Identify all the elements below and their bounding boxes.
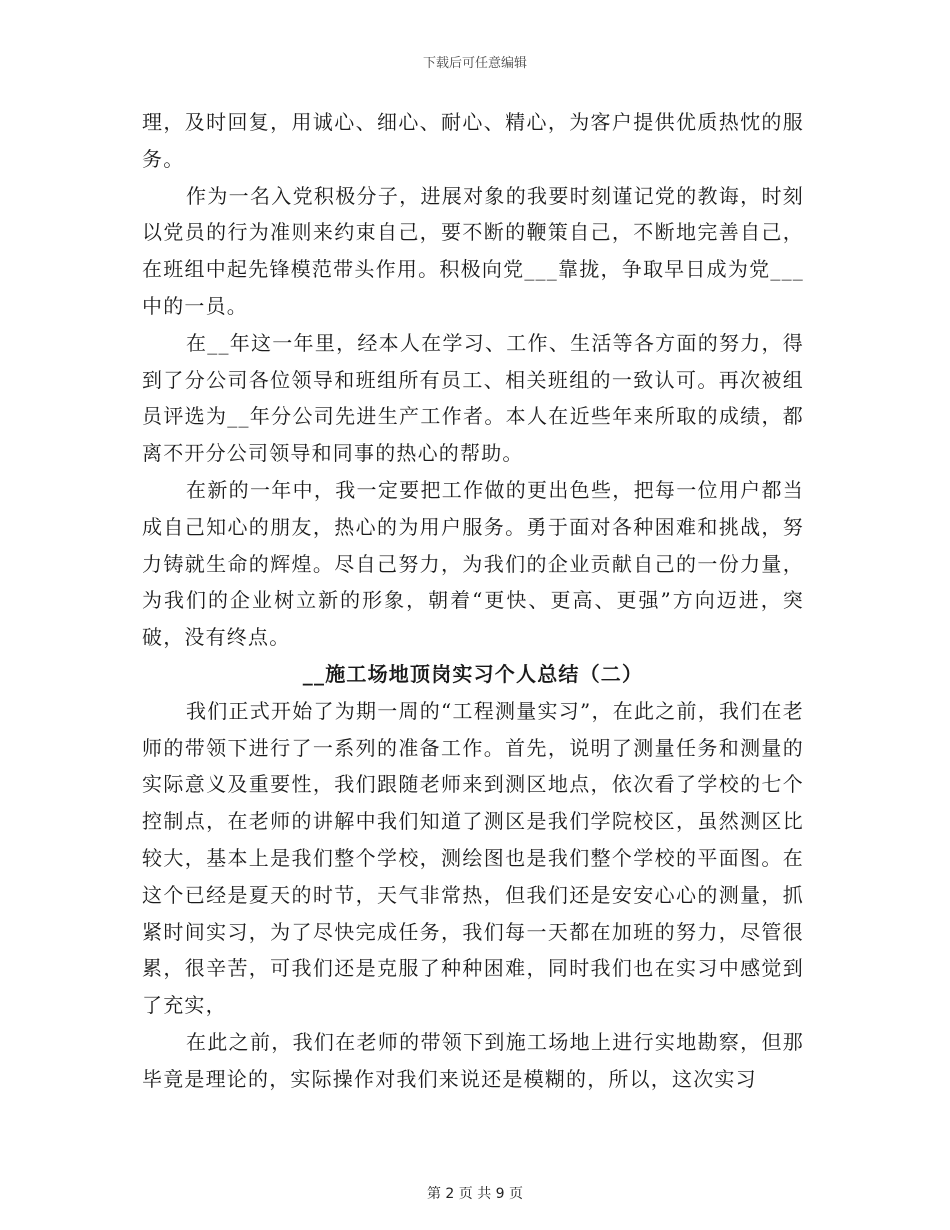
- paragraph: 我们正式开始了为期一周的“工程测量实习”，在此之前，我们在老师的带领下进行了一系列的准备工作。首先，说明了测量任务和测量的实际意义及重要性，我们跟随老师来到测区地点，依次看了学校的七个控制点，在老师的讲解中我们知道了测区是我们学院校区，虽然测区比较大，基本上是我们整个学校，测绘图也是我们整个学校的平面图。在这个已经是夏天的时节，天气非常热，但我们还是安安心心的测量，抓紧时间实习，为了尽快完成任务，我们每一天都在加班的努力，尽管很累，很辛苦，可我们还是克服了种种困难，同时我们也在实习中感觉到了充实，: [142, 698, 804, 1018]
- document-body: [142, 104, 804, 1098]
- page-footer: 第 2 页 共 9 页: [426, 1186, 524, 1202]
- paragraph-continuation: 理，及时回复，用诚心、细心、耐心、精心，为客户提供优质热忱的服务。: [142, 110, 804, 171]
- paragraph: 在新的一年中，我一定要把工作做的更出色些，把每一位用户都当成自己知心的朋友，热心的为用户服务。勇于面对各种困难和挑战，努力铸就生命的辉煌。尽自己努力，为我们的企业贡献自己的一份力量，为我们的企业树立新的形象，朝着“更快、更高、更强”方向迈进，突破，没有终点。: [142, 477, 804, 650]
- section-heading: __施工场地顶岗实习个人总结（二）: [302, 661, 644, 686]
- paragraph: 在此之前，我们在老师的带领下到施工场地上进行实地勘察，但那毕竟是理论的，实际操作对我们来说还是模糊的，所以，这次实习: [142, 1029, 804, 1091]
- page-header: 下载后可任意编辑: [422, 56, 527, 71]
- paragraph: 作为一名入党积极分子，进展对象的我要时刻谨记党的教诲，时刻以党员的行为准则来约束自己，要不断的鞭策自己，不断地完善自己，在班组中起先锋模范带头作用。积极向党___靠拢，争取早日成为党___中的一员。: [142, 183, 804, 318]
- paragraph: 在__年这一年里，经本人在学习、工作、生活等各方面的努力，得到了分公司各位领导和班组所有员工、相关班组的一致认可。再次被组员评选为__年分公司先进生产工作者。本人在近些年来所取的成绩，都离不开分公司领导和同事的热心的帮助。: [142, 330, 804, 466]
